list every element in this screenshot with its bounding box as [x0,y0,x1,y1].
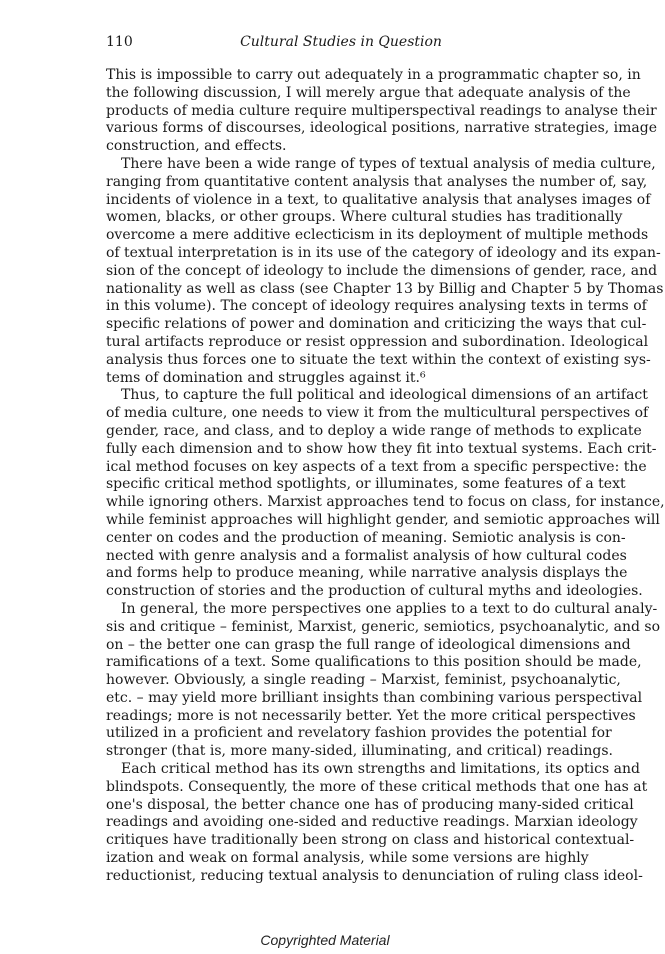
text-line: ization and weak on formal analysis, while some versions are highly [106,850,589,867]
text-line: etc. – may yield more brilliant insights than combining various perspectival [106,689,643,706]
text-line: however. Obviously, a single reading – Marxist, feminist, psychoanalytic, [106,672,621,689]
text-line: nationality as well as class (see Chapter 13 by Billig and Chapter 5 by Thomas [106,280,664,297]
text-line: overcome a mere additive eclecticism in its deployment of multiple methods [106,227,649,244]
text-line: reductionist, reducing textual analysis to denunciation of ruling class ideol- [106,867,643,884]
text-line: on – the better one can grasp the full range of ideological dimensions and [106,636,631,653]
text-line: center on codes and the production of meaning. Semiotic analysis is con- [106,529,626,546]
text-line: sis and critique – feminist, Marxist, generic, semiotics, psychoanalytic, and so [106,618,661,635]
text-line: ramifications of a text. Some qualifications to this position should be made, [106,654,642,671]
text-line: blindspots. Consequently, the more of these critical methods that one has at [106,778,648,795]
body-text [106,67,665,886]
text-line: ical method focuses on key aspects of a text from a specific perspective: the [106,458,647,475]
text-line: of media culture, one needs to view it from the multicultural perspectives of [106,405,649,422]
text-line: tural artifacts reproduce or resist oppression and subordination. Ideological [106,333,649,350]
text-line: readings and avoiding one-sided and reductive readings. Marxian ideology [106,814,638,831]
text-line: nected with genre analysis and a formalist analysis of how cultural codes [106,547,627,564]
text-line: sion of the concept of ideology to include the dimensions of gender, race, and [106,262,658,279]
text-line: In general, the more perspectives one applies to a text to do cultural analy- [121,600,658,617]
text-line: construction, and effects. [106,138,287,155]
page-number: 110 [106,34,133,50]
page-header [106,34,576,52]
text-line: of textual interpretation is in its use of the category of ideology and its expan- [106,244,661,261]
text-line: various forms of discourses, ideological positions, narrative strategies, image [106,120,657,137]
text-line: fully each dimension and to show how they fit into textual systems. Each crit- [106,440,657,457]
text-line: analysis thus forces one to situate the text within the context of existing sys- [106,351,651,368]
text-line: and forms help to produce meaning, while narrative analysis displays the [106,565,628,582]
text-line: There have been a wide range of types of textual analysis of media culture, [121,155,656,172]
text-line: in this volume). The concept of ideology requires analysing texts in terms of [106,298,647,315]
text-line: tems of domination and struggles against it.⁶ [106,369,426,386]
text-line: This is impossible to carry out adequately in a programmatic chapter so, in [106,67,641,83]
text-line: stronger (that is, more many-sided, illuminating, and critical) readings. [106,743,614,760]
text-line: gender, race, and class, and to deploy a wide range of methods to explicate [106,422,642,439]
copyright-watermark: Copyrighted Material [260,932,390,948]
text-line: specific relations of power and domination and criticizing the ways that cul- [106,316,647,333]
text-line: products of media culture require multiperspectival readings to analyse their [106,102,657,119]
text-line: critiques have traditionally been strong on class and historical contextual- [106,832,635,849]
text-line: readings; more is not necessarily better. Yet the more critical perspectives [106,707,636,724]
text-line: construction of stories and the production of cultural myths and ideologies. [106,583,643,600]
text-line: ranging from quantitative content analysis that analyses the number of, say, [106,173,648,190]
text-line: the following discussion, I will merely argue that adequate analysis of the [106,84,631,101]
text-line: one's disposal, the better chance one has of producing many-sided critical [106,796,634,813]
running-title: Cultural Studies in Question [240,34,442,50]
text-line: utilized in a proficient and revelatory fashion provides the potential for [106,725,612,742]
text-line: Each critical method has its own strengths and limitations, its optics and [121,761,640,778]
text-line: Thus, to capture the full political and ideological dimensions of an artifact [121,387,648,404]
text-line: while feminist approaches will highlight gender, and semiotic approaches will [106,511,660,528]
text-line: women, blacks, or other groups. Where cultural studies has traditionally [106,209,623,226]
text-line: specific critical method spotlights, or illuminates, some features of a text [106,476,626,493]
text-line: while ignoring others. Marxist approaches tend to focus on class, for instance, [106,494,665,511]
text-line: incidents of violence in a text, to qualitative analysis that analyses images of [106,191,651,208]
